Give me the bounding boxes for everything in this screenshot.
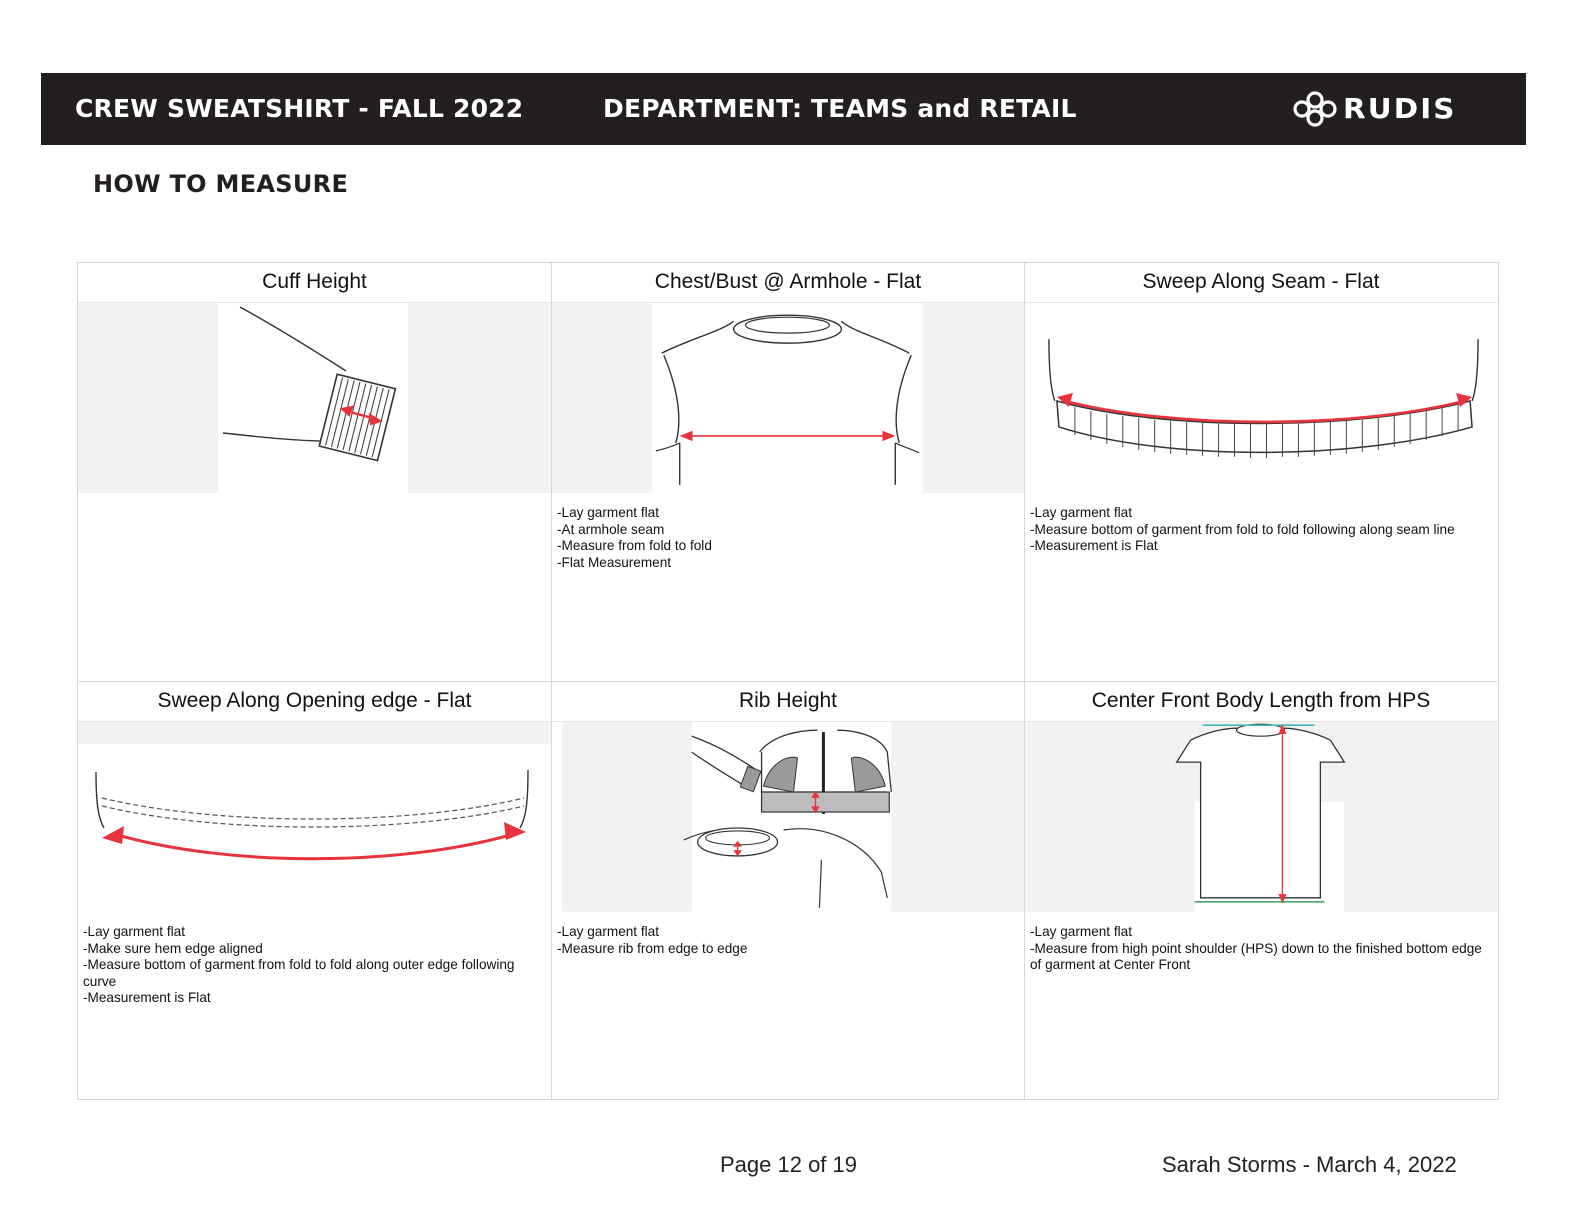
measure-title: Sweep Along Opening edge - Flat — [78, 682, 551, 722]
measure-notes — [83, 924, 543, 1007]
measure-card-body-length — [1024, 681, 1497, 1099]
note-line: -Lay garment flat — [557, 924, 659, 939]
measure-title: Rib Height — [552, 682, 1024, 722]
note-line: -At armhole seam — [557, 521, 665, 537]
body-length-illustration — [1025, 722, 1497, 912]
department-label: DEPARTMENT: TEAMS and RETAIL — [603, 94, 1077, 123]
section-title: HOW TO MEASURE — [93, 170, 349, 198]
measure-title: Sweep Along Seam - Flat — [1025, 263, 1497, 303]
note-line: -Measure bottom of garment from fold to fold along outer edge following curve — [83, 957, 515, 989]
measure-title: Center Front Body Length from HPS — [1025, 682, 1497, 722]
document-title: CREW SWEATSHIRT - FALL 2022 — [75, 94, 524, 123]
note-line: -Measure from high point shoulder (HPS) down to the finished bottom edge of garment at Center Front — [1030, 940, 1482, 972]
author-date: Sarah Storms - March 4, 2022 — [1162, 1152, 1457, 1177]
measure-title: Cuff Height — [78, 263, 551, 303]
measure-notes — [1030, 924, 1490, 974]
note-line: -Lay garment flat — [1030, 505, 1132, 520]
brand-mark-icon — [1291, 91, 1339, 127]
note-line: -Lay garment flat — [1030, 924, 1132, 939]
measure-notes — [557, 505, 1017, 571]
measure-card-chest-bust — [551, 263, 1024, 681]
note-line: -Make sure hem edge aligned — [83, 940, 263, 956]
note-line: -Lay garment flat — [83, 924, 185, 939]
chest-bust-illustration — [552, 303, 1024, 493]
measure-title: Chest/Bust @ Armhole - Flat — [552, 263, 1024, 303]
note-line: -Measurement is Flat — [83, 990, 211, 1005]
measure-grid — [77, 262, 1499, 1100]
measure-card-sweep-opening — [78, 681, 551, 1099]
note-line: -Measure from fold to fold — [557, 538, 712, 553]
note-line: -Measurement is Flat — [1030, 538, 1158, 553]
measure-notes — [557, 924, 1017, 957]
sweep-opening-illustration — [78, 722, 551, 912]
document-header — [41, 73, 1526, 145]
note-line: -Lay garment flat — [557, 505, 659, 520]
measure-card-cuff-height — [78, 263, 551, 681]
brand-name: RUDIS — [1343, 92, 1457, 125]
note-line: -Measure bottom of garment from fold to fold following along seam line — [1030, 521, 1455, 537]
measure-notes — [1030, 505, 1490, 555]
note-line: -Flat Measurement — [557, 554, 672, 570]
brand-logo — [1291, 91, 1461, 127]
cuff-height-illustration — [78, 303, 551, 493]
measure-card-sweep-seam — [1024, 263, 1497, 681]
page-number: Page 12 of 19 — [720, 1152, 858, 1177]
measure-card-rib-height — [551, 681, 1024, 1099]
sweep-seam-illustration — [1025, 303, 1497, 493]
rib-height-illustration — [552, 722, 1024, 912]
note-line: -Measure rib from edge to edge — [557, 940, 748, 956]
